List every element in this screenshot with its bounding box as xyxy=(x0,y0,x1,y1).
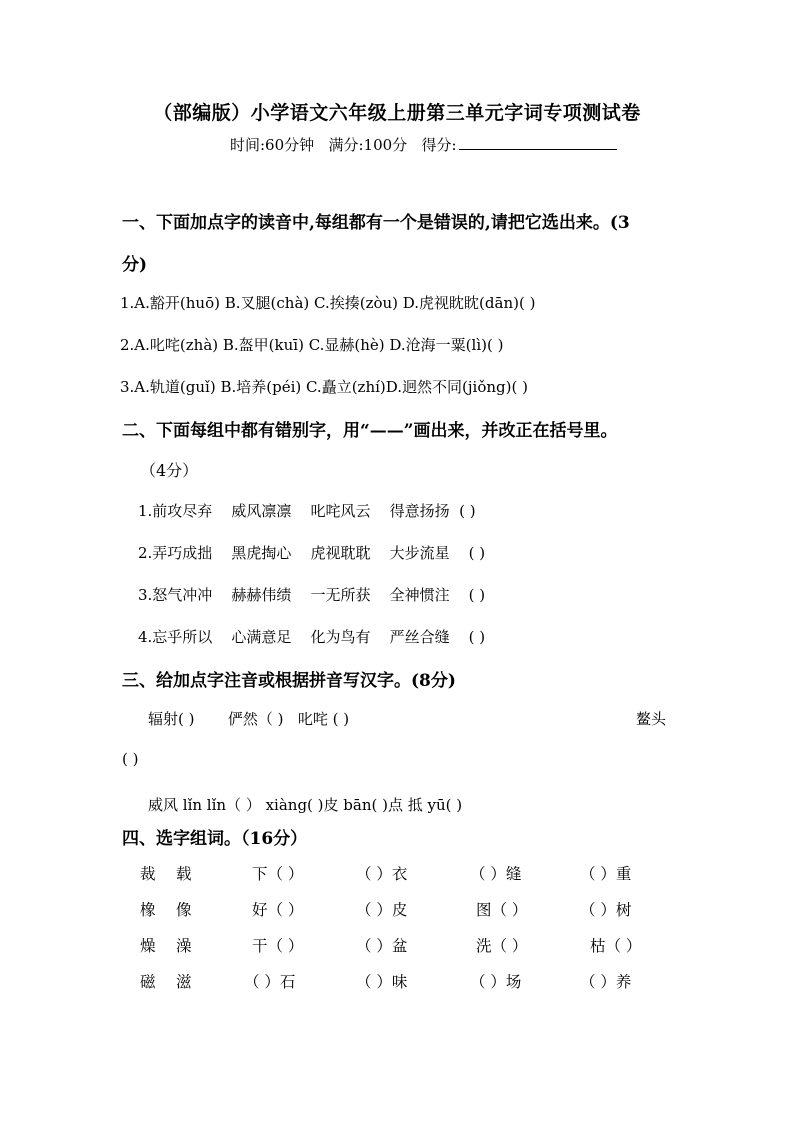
word-blank[interactable]: （ ）石 xyxy=(244,973,296,991)
word-blank[interactable]: （ ）味 xyxy=(356,973,408,991)
section2-row: 2.弄巧成拙 黑虎掏心 虎视耽耽 大步流星 ( ) xyxy=(138,544,486,562)
section1-item: 3.A.轨道(guǐ) B.培养(péi) C.矗立(zhí)D.迥然不同(jiǒng)( ) xyxy=(120,378,528,396)
answer-paren[interactable]: ( ) xyxy=(468,586,486,604)
word-blank[interactable]: 下（ ） xyxy=(252,865,304,883)
score-label: 得分: xyxy=(421,136,457,154)
section1-heading-cont: 分) xyxy=(122,255,148,275)
word-blank[interactable]: （ ）衣 xyxy=(356,865,408,883)
section2-row: 3.怒气冲冲 赫赫伟绩 一无所获 全神惯注 ( ) xyxy=(138,586,486,604)
word-blank[interactable]: 好（ ） xyxy=(252,901,304,919)
char-option: 橡 xyxy=(140,901,156,919)
word-blank[interactable]: （ ）场 xyxy=(470,973,522,991)
time-limit: 时间:60分钟 xyxy=(230,136,315,154)
section4-heading: 四、选字组词。（16分） xyxy=(122,829,308,849)
word-blank[interactable]: （ ）养 xyxy=(580,973,632,991)
word-blank[interactable]: 枯（ ） xyxy=(590,937,642,955)
answer-paren[interactable]: ( ) xyxy=(459,502,476,520)
section2-row: 4.忘乎所以 心满意足 化为鸟有 严丝合缝 ( ) xyxy=(138,628,486,646)
section3-line3: 威风 lǐn lǐn（ ） xiàng( )皮 bān( )点 抵 yū( ) xyxy=(148,796,463,814)
word-blank[interactable]: （ ）皮 xyxy=(356,901,408,919)
full-score: 满分:100分 xyxy=(328,136,408,154)
word-blank[interactable]: （ ）树 xyxy=(580,901,632,919)
char-option: 磁 xyxy=(140,973,156,991)
score-blank[interactable] xyxy=(459,135,617,150)
char-option: 像 xyxy=(176,901,192,919)
answer-paren[interactable]: ( ) xyxy=(468,628,486,646)
word-blank[interactable]: （ ）重 xyxy=(580,865,632,883)
page-title: （部编版）小学语文六年级上册第三单元字词专项测试卷 xyxy=(153,102,641,124)
exam-meta xyxy=(230,134,617,155)
word-blank[interactable]: （ ）盆 xyxy=(356,937,408,955)
answer-paren[interactable]: ( ) xyxy=(468,544,486,562)
section2-heading: 二、下面每组中都有错别字，用“——”画出来，并改正在括号里。 xyxy=(122,421,618,441)
section1-item: 2.A.叱咤(zhà) B.盔甲(kuī) C.显赫(hè) D.沧海一粟(lì)( ) xyxy=(120,336,504,354)
section3-line2: ( ) xyxy=(122,750,139,768)
char-option: 载 xyxy=(176,865,192,883)
char-option: 滋 xyxy=(176,973,192,991)
char-option: 裁 xyxy=(140,865,156,883)
word-blank[interactable]: 洗（ ） xyxy=(476,937,528,955)
section1-heading: 一、下面加点字的读音中,每组都有一个是错误的,请把它选出来。(3 xyxy=(122,213,630,233)
word-blank[interactable]: 图（ ） xyxy=(476,901,528,919)
section3-heading: 三、给加点字注音或根据拼音写汉字。(8分) xyxy=(122,671,456,691)
section3-line1-end: 鳌头 xyxy=(636,710,667,728)
section2-heading-cont: （4分） xyxy=(140,461,199,480)
word-blank[interactable]: 干（ ） xyxy=(252,937,304,955)
section1-item: 1.A.豁开(huō) B.叉腿(chà) C.挨揍(zòu) D.虎视眈眈(dān)( ) xyxy=(120,294,536,312)
char-option: 燥 xyxy=(140,937,156,955)
word-blank[interactable]: （ ）缝 xyxy=(470,865,522,883)
section3-line1: 辐射( ) 俨然（ ) 叱咤 ( ) xyxy=(148,710,350,728)
section2-row: 1.前攻尽弃 威风凛凛 叱咤风云 得意扬扬 ( ) xyxy=(138,502,476,520)
char-option: 澡 xyxy=(176,937,192,955)
